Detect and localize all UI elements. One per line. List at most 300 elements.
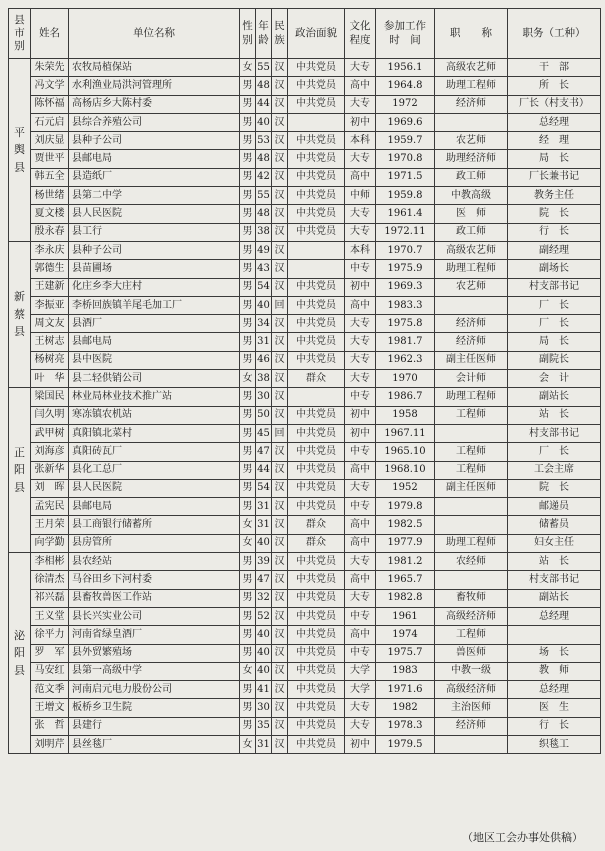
ethnicity-cell: 汉	[272, 95, 288, 113]
unit-name-cell: 河南启元电力股份公司	[69, 681, 240, 699]
education-cell: 大专	[345, 589, 376, 607]
ethnicity-cell: 汉	[272, 59, 288, 77]
professional-title-cell: 经济师	[435, 95, 508, 113]
political-status-cell: 中共党员	[288, 461, 345, 479]
county-char: 泌	[14, 628, 25, 642]
position-cell: 医 生	[508, 699, 601, 717]
age-cell: 48	[256, 77, 272, 95]
professional-title-cell: 经济师	[435, 315, 508, 333]
person-name-cell: 周文友	[31, 315, 69, 333]
sex-cell: 男	[240, 278, 256, 296]
political-status-cell: 中共党员	[288, 571, 345, 589]
header-county: 县 市 别	[9, 9, 31, 59]
person-name-cell: 王义堂	[31, 607, 69, 625]
table-row	[9, 553, 601, 571]
sex-cell: 男	[240, 498, 256, 516]
age-cell: 40	[256, 534, 272, 552]
ethnicity-cell: 汉	[272, 607, 288, 625]
position-cell: 教 师	[508, 662, 601, 680]
professional-title-cell: 农艺师	[435, 132, 508, 150]
political-status-cell	[288, 388, 345, 406]
position-cell: 厂 长	[508, 296, 601, 314]
education-cell: 初中	[345, 424, 376, 442]
sex-cell: 男	[240, 77, 256, 95]
political-status-cell	[288, 113, 345, 131]
age-cell: 49	[256, 241, 272, 259]
education-cell: 中师	[345, 187, 376, 205]
political-status-cell: 中共党员	[288, 699, 345, 717]
unit-name-cell: 县房管所	[69, 534, 240, 552]
ethnicity-cell: 汉	[272, 443, 288, 461]
work-start-date-cell: 1961.4	[376, 205, 435, 223]
political-status-cell: 中共党员	[288, 77, 345, 95]
county-char: 舆	[14, 143, 25, 157]
political-status-cell: 中共党员	[288, 626, 345, 644]
unit-name-cell: 林业局林业技术推广站	[69, 388, 240, 406]
person-name-cell: 梁国民	[31, 388, 69, 406]
ethnicity-cell: 汉	[272, 241, 288, 259]
position-cell: 行 长	[508, 717, 601, 735]
work-start-date-cell: 1981.7	[376, 333, 435, 351]
unit-name-cell: 县第二中学	[69, 187, 240, 205]
work-start-date-cell: 1982	[376, 699, 435, 717]
position-cell: 局 长	[508, 150, 601, 168]
unit-name-cell: 县人民医院	[69, 205, 240, 223]
work-start-date-cell: 1979.8	[376, 498, 435, 516]
age-cell: 55	[256, 187, 272, 205]
sex-cell: 男	[240, 681, 256, 699]
education-cell: 大专	[345, 479, 376, 497]
education-cell: 大专	[345, 223, 376, 241]
professional-title-cell: 工程师	[435, 461, 508, 479]
unit-name-cell: 县邮电局	[69, 498, 240, 516]
sex-cell: 男	[240, 187, 256, 205]
professional-title-cell: 助理工程师	[435, 388, 508, 406]
table-row	[9, 406, 601, 424]
person-name-cell: 郭德生	[31, 260, 69, 278]
position-cell: 干 部	[508, 59, 601, 77]
unit-name-cell: 农牧局植保站	[69, 59, 240, 77]
table-row	[9, 241, 601, 259]
ethnicity-cell: 汉	[272, 333, 288, 351]
position-cell	[508, 626, 601, 644]
ethnicity-cell: 汉	[272, 662, 288, 680]
work-start-date-cell: 1978.3	[376, 717, 435, 735]
professional-title-cell: 医 师	[435, 205, 508, 223]
education-cell: 高中	[345, 461, 376, 479]
sex-cell: 男	[240, 315, 256, 333]
age-cell: 44	[256, 461, 272, 479]
education-cell: 高中	[345, 516, 376, 534]
person-name-cell: 闫久明	[31, 406, 69, 424]
work-start-date-cell: 1969.3	[376, 278, 435, 296]
professional-title-cell: 工程师	[435, 626, 508, 644]
position-cell: 站 长	[508, 553, 601, 571]
work-start-date-cell: 1970.7	[376, 241, 435, 259]
sex-cell: 男	[240, 607, 256, 625]
header-row	[9, 9, 601, 59]
education-cell: 高中	[345, 534, 376, 552]
unit-name-cell: 真阳镇北菜村	[69, 424, 240, 442]
education-cell: 高中	[345, 168, 376, 186]
position-cell: 织毯工	[508, 735, 601, 753]
political-status-cell	[288, 241, 345, 259]
sex-cell: 男	[240, 333, 256, 351]
position-cell: 妇女主任	[508, 534, 601, 552]
ethnicity-cell: 汉	[272, 571, 288, 589]
political-status-cell: 中共党员	[288, 717, 345, 735]
person-name-cell: 王月荣	[31, 516, 69, 534]
education-cell: 初中	[345, 406, 376, 424]
professional-title-cell: 农经师	[435, 553, 508, 571]
position-cell: 副院长	[508, 351, 601, 369]
person-name-cell: 韩五全	[31, 168, 69, 186]
county-char: 新	[14, 290, 25, 304]
position-cell: 会 计	[508, 370, 601, 388]
sex-cell: 男	[240, 113, 256, 131]
education-cell: 大学	[345, 662, 376, 680]
table-row	[9, 498, 601, 516]
position-cell: 场 长	[508, 644, 601, 662]
table-row	[9, 351, 601, 369]
unit-name-cell: 县畜牧兽医工作站	[69, 589, 240, 607]
professional-title-cell	[435, 424, 508, 442]
political-status-cell: 中共党员	[288, 150, 345, 168]
professional-title-cell: 助理经济师	[435, 150, 508, 168]
age-cell: 43	[256, 260, 272, 278]
age-cell: 38	[256, 223, 272, 241]
unit-name-cell: 县农经站	[69, 553, 240, 571]
position-cell: 副场长	[508, 260, 601, 278]
sex-cell: 男	[240, 168, 256, 186]
ethnicity-cell: 汉	[272, 187, 288, 205]
county-char: 县	[14, 663, 25, 677]
ethnicity-cell: 汉	[272, 205, 288, 223]
political-status-cell: 中共党员	[288, 424, 345, 442]
education-cell: 大专	[345, 95, 376, 113]
ethnicity-cell: 回	[272, 424, 288, 442]
unit-name-cell: 县酒厂	[69, 315, 240, 333]
age-cell: 39	[256, 553, 272, 571]
header-position: 职务（工种）	[508, 9, 601, 59]
ethnicity-cell: 汉	[272, 644, 288, 662]
table-row	[9, 388, 601, 406]
sex-cell: 男	[240, 461, 256, 479]
person-name-cell: 王树志	[31, 333, 69, 351]
unit-name-cell: 县种子公司	[69, 132, 240, 150]
ethnicity-cell: 汉	[272, 150, 288, 168]
unit-name-cell: 水利渔业局洪河管理所	[69, 77, 240, 95]
sex-cell: 男	[240, 479, 256, 497]
sex-cell: 男	[240, 644, 256, 662]
age-cell: 47	[256, 571, 272, 589]
sex-cell: 男	[240, 351, 256, 369]
education-cell: 大专	[345, 150, 376, 168]
age-cell: 42	[256, 168, 272, 186]
professional-title-cell: 工程师	[435, 443, 508, 461]
county-label	[9, 59, 31, 242]
work-start-date-cell: 1971.6	[376, 681, 435, 699]
document-page	[8, 8, 600, 828]
age-cell: 40	[256, 626, 272, 644]
unit-name-cell: 县建行	[69, 717, 240, 735]
unit-name-cell: 县造纸厂	[69, 168, 240, 186]
political-status-cell: 中共党员	[288, 498, 345, 516]
table-row	[9, 735, 601, 753]
political-status-cell: 中共党员	[288, 607, 345, 625]
county-char: 县	[14, 480, 25, 494]
unit-name-cell: 县种子公司	[69, 241, 240, 259]
professional-title-cell: 助理工程师	[435, 77, 508, 95]
table-row	[9, 443, 601, 461]
unit-name-cell: 马谷田乡下河村委	[69, 571, 240, 589]
person-name-cell: 徐平力	[31, 626, 69, 644]
age-cell: 31	[256, 333, 272, 351]
education-cell: 大专	[345, 717, 376, 735]
table-row	[9, 113, 601, 131]
work-start-date-cell: 1969.6	[376, 113, 435, 131]
age-cell: 54	[256, 278, 272, 296]
unit-name-cell: 化庄乡李大庄村	[69, 278, 240, 296]
person-name-cell: 罗 军	[31, 644, 69, 662]
work-start-date-cell: 1956.1	[376, 59, 435, 77]
ethnicity-cell: 汉	[272, 370, 288, 388]
education-cell: 高中	[345, 571, 376, 589]
table-row	[9, 681, 601, 699]
person-name-cell: 叶 华	[31, 370, 69, 388]
ethnicity-cell: 汉	[272, 516, 288, 534]
unit-name-cell: 县第一高级中学	[69, 662, 240, 680]
person-name-cell: 张 哲	[31, 717, 69, 735]
age-cell: 41	[256, 681, 272, 699]
sex-cell: 女	[240, 516, 256, 534]
unit-name-cell: 高杨店乡大陈村委	[69, 95, 240, 113]
political-status-cell: 中共党员	[288, 351, 345, 369]
table-row	[9, 278, 601, 296]
header-education: 文化 程度	[345, 9, 376, 59]
work-start-date-cell: 1977.9	[376, 534, 435, 552]
ethnicity-cell: 汉	[272, 132, 288, 150]
political-status-cell: 中共党员	[288, 187, 345, 205]
person-name-cell: 杨世绪	[31, 187, 69, 205]
table-row	[9, 589, 601, 607]
header-sex: 性 别	[240, 9, 256, 59]
education-cell: 中专	[345, 260, 376, 278]
political-status-cell: 群众	[288, 516, 345, 534]
professional-title-cell: 政工师	[435, 223, 508, 241]
header-name: 姓名	[31, 9, 69, 59]
unit-name-cell: 县邮电局	[69, 333, 240, 351]
age-cell: 53	[256, 132, 272, 150]
work-start-date-cell: 1970.8	[376, 150, 435, 168]
person-name-cell: 徐清杰	[31, 571, 69, 589]
education-cell: 中专	[345, 388, 376, 406]
education-cell: 高中	[345, 626, 376, 644]
person-name-cell: 刘明芹	[31, 735, 69, 753]
education-cell: 初中	[345, 735, 376, 753]
county-char: 县	[14, 160, 25, 174]
sex-cell: 男	[240, 150, 256, 168]
unit-name-cell: 板桥乡卫生院	[69, 699, 240, 717]
age-cell: 55	[256, 59, 272, 77]
county-char: 阳	[14, 646, 25, 660]
sex-cell: 男	[240, 406, 256, 424]
person-name-cell: 李振亚	[31, 296, 69, 314]
table-row	[9, 571, 601, 589]
position-cell: 副站长	[508, 388, 601, 406]
work-start-date-cell: 1968.10	[376, 461, 435, 479]
county-char: 正	[14, 445, 25, 459]
work-start-date-cell: 1967.11	[376, 424, 435, 442]
table-row	[9, 534, 601, 552]
professional-title-cell: 中教一级	[435, 662, 508, 680]
position-cell: 厂 长	[508, 443, 601, 461]
table-row	[9, 205, 601, 223]
political-status-cell: 中共党员	[288, 681, 345, 699]
unit-name-cell: 真阳砖瓦厂	[69, 443, 240, 461]
sex-cell: 男	[240, 699, 256, 717]
position-cell: 副经理	[508, 241, 601, 259]
age-cell: 35	[256, 717, 272, 735]
political-status-cell: 中共党员	[288, 479, 345, 497]
county-label	[9, 241, 31, 387]
age-cell: 40	[256, 662, 272, 680]
professional-title-cell: 助理工程师	[435, 260, 508, 278]
professional-title-cell	[435, 571, 508, 589]
ethnicity-cell: 汉	[272, 717, 288, 735]
political-status-cell: 中共党员	[288, 132, 345, 150]
ethnicity-cell: 汉	[272, 589, 288, 607]
header-political: 政治面貌	[288, 9, 345, 59]
position-cell: 教务主任	[508, 187, 601, 205]
education-cell: 大专	[345, 333, 376, 351]
sex-cell: 男	[240, 132, 256, 150]
ethnicity-cell: 汉	[272, 168, 288, 186]
position-cell: 行 长	[508, 223, 601, 241]
political-status-cell: 群众	[288, 370, 345, 388]
sex-cell: 女	[240, 534, 256, 552]
person-name-cell: 殷永春	[31, 223, 69, 241]
sex-cell: 女	[240, 370, 256, 388]
position-cell: 厂 长	[508, 315, 601, 333]
age-cell: 44	[256, 95, 272, 113]
position-cell: 站 长	[508, 406, 601, 424]
person-name-cell: 冯文学	[31, 77, 69, 95]
sex-cell: 女	[240, 662, 256, 680]
county-char: 县	[14, 325, 25, 339]
work-start-date-cell: 1983.3	[376, 296, 435, 314]
person-name-cell: 武甲树	[31, 424, 69, 442]
education-cell: 初中	[345, 278, 376, 296]
county-char: 平	[14, 125, 25, 139]
ethnicity-cell: 汉	[272, 77, 288, 95]
sex-cell: 女	[240, 59, 256, 77]
work-start-date-cell: 1964.8	[376, 77, 435, 95]
age-cell: 31	[256, 498, 272, 516]
age-cell: 34	[256, 315, 272, 333]
professional-title-cell: 农艺师	[435, 278, 508, 296]
professional-title-cell: 助理工程师	[435, 534, 508, 552]
age-cell: 38	[256, 370, 272, 388]
work-start-date-cell: 1975.8	[376, 315, 435, 333]
age-cell: 40	[256, 644, 272, 662]
header-work-start: 参加工作 时 间	[376, 9, 435, 59]
unit-name-cell: 县外贸繁殖场	[69, 644, 240, 662]
header-ethnic: 民 族	[272, 9, 288, 59]
position-cell: 局 长	[508, 333, 601, 351]
position-cell: 厂长（村支书）	[508, 95, 601, 113]
professional-title-cell	[435, 113, 508, 131]
work-start-date-cell: 1975.9	[376, 260, 435, 278]
ethnicity-cell: 汉	[272, 315, 288, 333]
professional-title-cell: 经济师	[435, 717, 508, 735]
education-cell: 大专	[345, 315, 376, 333]
education-cell: 本科	[345, 241, 376, 259]
age-cell: 54	[256, 479, 272, 497]
sex-cell: 男	[240, 717, 256, 735]
work-start-date-cell: 1952	[376, 479, 435, 497]
education-cell: 大专	[345, 59, 376, 77]
position-cell: 村支部书记	[508, 424, 601, 442]
table-row	[9, 77, 601, 95]
table-row	[9, 607, 601, 625]
unit-name-cell: 河南省绿皇酒厂	[69, 626, 240, 644]
professional-title-cell: 高级经济师	[435, 607, 508, 625]
source-note: （地区工会办事处供稿）	[462, 831, 583, 844]
sex-cell: 女	[240, 735, 256, 753]
political-status-cell: 中共党员	[288, 168, 345, 186]
position-cell: 院 长	[508, 479, 601, 497]
ethnicity-cell: 汉	[272, 681, 288, 699]
work-start-date-cell: 1965.10	[376, 443, 435, 461]
position-cell: 邮递员	[508, 498, 601, 516]
education-cell: 中专	[345, 644, 376, 662]
roster-table	[8, 8, 601, 754]
work-start-date-cell: 1972	[376, 95, 435, 113]
ethnicity-cell: 回	[272, 296, 288, 314]
political-status-cell: 中共党员	[288, 95, 345, 113]
ethnicity-cell: 汉	[272, 278, 288, 296]
education-cell: 大专	[345, 370, 376, 388]
position-cell: 总经理	[508, 681, 601, 699]
unit-name-cell: 县人民医院	[69, 479, 240, 497]
person-name-cell: 贾世平	[31, 150, 69, 168]
ethnicity-cell: 汉	[272, 479, 288, 497]
political-status-cell: 中共党员	[288, 662, 345, 680]
work-start-date-cell: 1986.7	[376, 388, 435, 406]
age-cell: 47	[256, 443, 272, 461]
age-cell: 52	[256, 607, 272, 625]
table-row	[9, 370, 601, 388]
work-start-date-cell: 1972.11	[376, 223, 435, 241]
ethnicity-cell: 汉	[272, 406, 288, 424]
table-row	[9, 95, 601, 113]
age-cell: 40	[256, 113, 272, 131]
work-start-date-cell: 1970	[376, 370, 435, 388]
political-status-cell: 中共党员	[288, 553, 345, 571]
person-name-cell: 刘庆显	[31, 132, 69, 150]
education-cell: 大专	[345, 553, 376, 571]
age-cell: 31	[256, 735, 272, 753]
person-name-cell: 范文季	[31, 681, 69, 699]
unit-name-cell: 县二轻供销公司	[69, 370, 240, 388]
age-cell: 48	[256, 150, 272, 168]
sex-cell: 男	[240, 571, 256, 589]
age-cell: 45	[256, 424, 272, 442]
person-name-cell: 张新华	[31, 461, 69, 479]
person-name-cell: 石元启	[31, 113, 69, 131]
table-row	[9, 132, 601, 150]
